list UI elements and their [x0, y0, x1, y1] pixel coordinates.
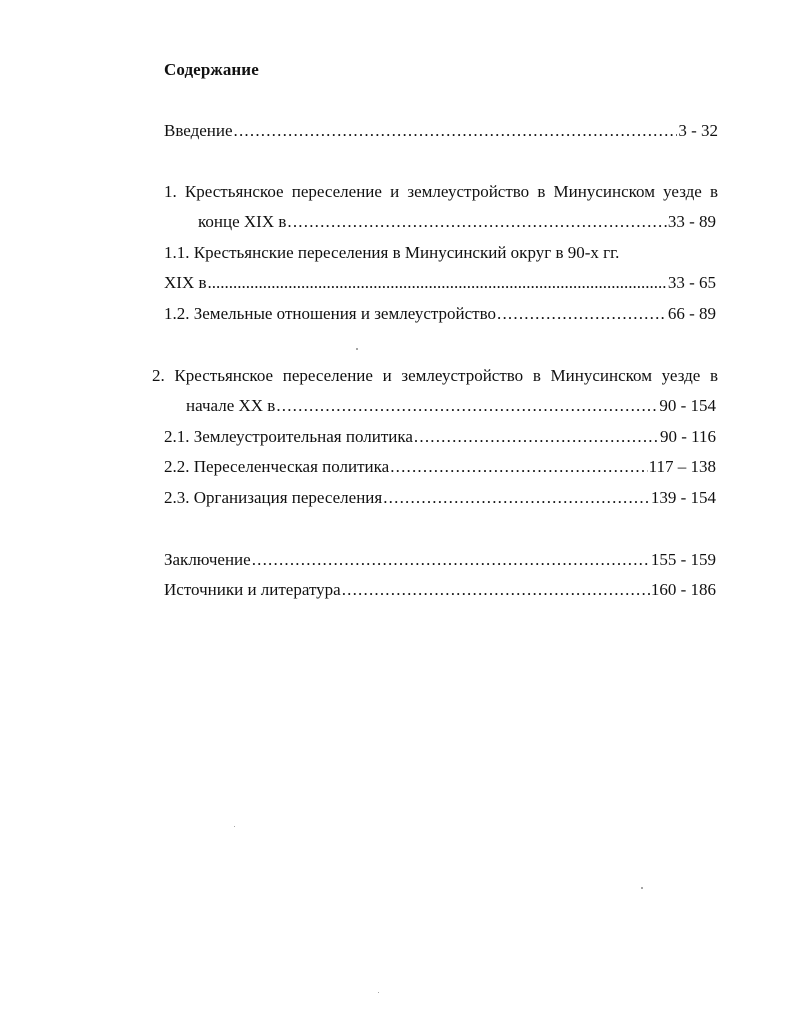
- toc-dot-leader: [414, 427, 659, 447]
- toc-entry-pages: 90 - 154: [659, 396, 716, 415]
- toc-entry-pages: 33 - 65: [667, 273, 716, 292]
- toc-entry-section-2-3: [164, 488, 716, 508]
- toc-entry-pages: 160 - 186: [650, 580, 716, 599]
- toc-dot-leader: [342, 580, 650, 600]
- toc-entry-label: начале XX в: [186, 396, 276, 415]
- toc-entry-pages: 90 - 116: [659, 427, 716, 446]
- toc-dot-leader: [208, 273, 667, 293]
- scan-speck: [641, 887, 643, 889]
- toc-dot-leader: [234, 121, 678, 141]
- toc-entry-pages: 155 - 159: [650, 550, 716, 569]
- toc-entry-pages: 139 - 154: [650, 488, 716, 507]
- toc-entry-section-2-2: [164, 457, 716, 477]
- scan-speck: [356, 348, 358, 350]
- toc-entry-label: 2.2. Переселенческая политика: [164, 457, 390, 476]
- toc-entry-chapter-2: [186, 396, 716, 416]
- toc-entry-label: конце XIX в: [198, 212, 287, 231]
- toc-dot-leader: [276, 396, 658, 416]
- toc-entry-introduction: [164, 121, 718, 141]
- toc-chapter-2-line1: 2. Крестьянское переселение и землеустройство в Минусинском уезде в: [152, 366, 718, 385]
- toc-entry-section-1-2: [164, 304, 716, 324]
- toc-entry-label: Заключение: [164, 550, 251, 569]
- toc-entry-label: Источники и литература: [164, 580, 341, 599]
- toc-entry-section-1-1: [164, 273, 716, 293]
- scan-speck: [234, 826, 235, 827]
- toc-entry-label: XIX в: [164, 273, 207, 292]
- toc-entry-section-2-1: [164, 427, 716, 447]
- scan-speck: [378, 992, 379, 993]
- toc-dot-leader: [252, 550, 650, 570]
- toc-entry-label: 1.2. Земельные отношения и землеустройство: [164, 304, 497, 323]
- toc-entry-pages: 117 – 138: [648, 457, 716, 476]
- toc-entry-chapter-1: [198, 212, 716, 232]
- toc-entry-conclusion: [164, 550, 716, 570]
- toc-chapter-1-line1: 1. Крестьянское переселение и землеустройство в Минусинском уезде в: [164, 182, 718, 201]
- toc-entry-pages: 3 - 32: [678, 121, 718, 140]
- toc-entry-sources: [164, 580, 716, 600]
- toc-dot-leader: [390, 457, 647, 477]
- toc-dot-leader: [497, 304, 667, 324]
- toc-entry-label: Введение: [164, 121, 233, 140]
- toc-entry-label: 2.3. Организация переселения: [164, 488, 383, 507]
- toc-entry-pages: 66 - 89: [667, 304, 716, 323]
- toc-dot-leader: [383, 488, 650, 508]
- toc-dot-leader: [287, 212, 666, 232]
- toc-section-1-1-line1: 1.1. Крестьянские переселения в Минусинский округ в 90-х гг.: [164, 243, 620, 262]
- page-title: Содержание: [164, 60, 259, 79]
- toc-entry-label: 2.1. Землеустроительная политика: [164, 427, 413, 446]
- toc-entry-pages: 33 - 89: [667, 212, 716, 231]
